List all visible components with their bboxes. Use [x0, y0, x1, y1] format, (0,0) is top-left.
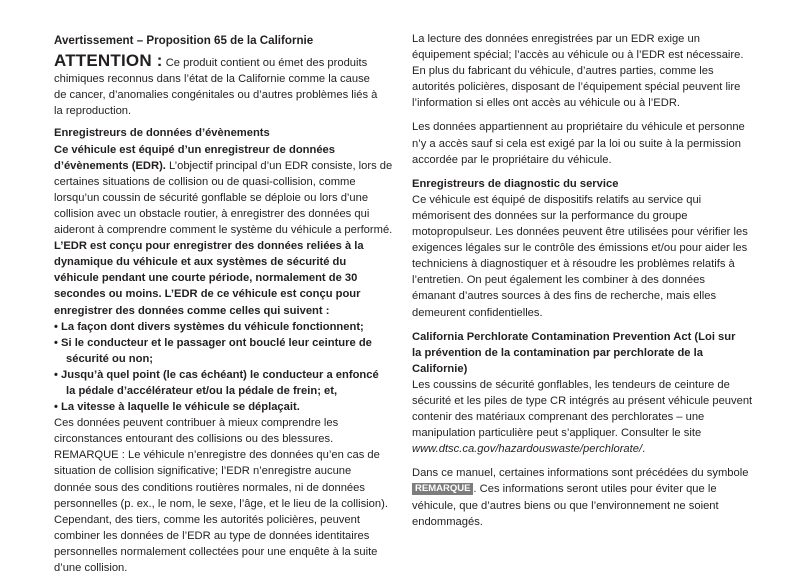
text-line: émanant d’autres sources à des fins de recherche, mais elles	[412, 290, 717, 303]
period: .	[642, 443, 646, 456]
text-line: sécurité et les piles de type CR intégrés au présent véhicule peuvent	[412, 394, 753, 407]
text-line: donnée sous des conditions routières normales, ni de données	[54, 481, 365, 494]
text-line: Les coussins de sécurité gonflables, les tendeurs de ceinture de	[412, 378, 730, 391]
bullet-item: • Jusqu’à quel point (le cas échéant) le conducteur a enfoncé	[54, 368, 379, 381]
remarque-text: . Ces informations seront utiles pour éviter que le	[473, 483, 717, 496]
text-line: aideront à comprendre comment le système du véhicule a performé.	[54, 224, 393, 237]
text-line: dynamique du véhicule et aux systèmes de sécurité du	[54, 256, 347, 269]
text-line: autorités policières, disposant de l’équipement spécial peuvent lire	[412, 81, 741, 94]
text-line: La lecture des données enregistrées par un EDR exige un	[412, 33, 700, 45]
text-line: Les données appartiennent au propriétaire du véhicule et personne	[412, 121, 745, 134]
edr-text: L’objectif principal d’un EDR consiste, lors de	[165, 159, 393, 172]
bullet-item: • Si le conducteur et le passager ont bouclé leur ceinture de	[54, 336, 372, 349]
text-line: REMARQUE : Le véhicule n’enregistre des données qu’en cas de	[54, 449, 380, 462]
text-line: Dans ce manuel, certaines informations sont précédées du symbole	[412, 467, 749, 480]
bullet-item: • La façon dont divers systèmes du véhicule fonctionnent;	[54, 320, 364, 333]
text-line: véhicule pendant une courte période, normalement de 30	[54, 272, 358, 285]
right-column	[412, 31, 757, 530]
edr-heading: Enregistreurs de données d’évènements	[54, 127, 270, 140]
text-line: Cependant, des tiers, comme les autorités policières, peuvent	[54, 513, 360, 526]
text-line: motopropulseur. Les données peuvent être utilisées pour vérifier les	[412, 226, 748, 239]
text-line: situation de collision significative; l’EDR n’enregistre aucune	[54, 465, 352, 478]
text-line: combiner les données de l’EDR au type de données identitaires	[54, 529, 370, 542]
bullet-item-cont: sécurité ou non;	[66, 352, 154, 365]
text-line: véhicule, que d’autres biens ou que l’environnement ne soient	[412, 499, 719, 512]
attention-text: Ce produit contient ou émet des produits	[162, 57, 368, 70]
attention-line	[54, 53, 399, 71]
bullet-item: • La vitesse à laquelle le véhicule se déplaçait.	[54, 401, 300, 414]
text-line: collision avec un obstacle routier, à enregistrer des données qui	[54, 207, 370, 220]
text-line: circonstances entourant des collisions ou des blessures.	[54, 433, 334, 446]
perchlorate-heading: Californie)	[412, 362, 468, 375]
attention-label: ATTENTION :	[54, 51, 163, 71]
text-line	[412, 441, 757, 457]
text-line: d’une collision.	[54, 562, 128, 574]
text-line: Ces données peuvent contribuer à mieux comprendre les	[54, 417, 339, 430]
text-line: endommagés.	[412, 515, 483, 528]
text-line: certaines situations de collision ou de quasi-collision, comme	[54, 175, 356, 188]
prop65-heading: Avertissement – Proposition 65 de la Californie	[54, 34, 314, 47]
text-line	[54, 158, 399, 174]
edr-bold: d’évènements (EDR).	[54, 159, 166, 172]
text-line: accordée par le propriétaire du véhicule.	[412, 153, 612, 166]
perchlorate-heading: California Perchlorate Contamination Prevention Act (Loi sur	[412, 330, 736, 343]
text-line: enregistrer des données comme celles qui suivent :	[54, 304, 330, 317]
text-line: personnelles normalement collectées pour une enquête à la suite	[54, 545, 378, 558]
text-line: l’entretien. On peut également les combiner à des données	[412, 274, 705, 287]
text-line: secondes ou moins. L’EDR de ce véhicule est conçu pour	[54, 288, 361, 301]
text-line: lorsqu’un coussin de sécurité gonflable se déploie ou lors d’une	[54, 191, 369, 204]
text-line: de cancer, d’anomalies congénitales ou d’autres problèmes liés à	[54, 89, 378, 102]
text-line: la reproduction.	[54, 105, 132, 118]
text-line: L’EDR est conçu pour enregistrer des données reliées à la	[54, 240, 364, 253]
diagnostic-heading: Enregistreurs de diagnostic du service	[412, 177, 619, 190]
text-line: chimiques reconnus dans l’état de la Californie comme la cause	[54, 73, 370, 86]
text-line: personnelles (p. ex., le nom, le sexe, l’âge, et le lieu de la collision).	[54, 497, 388, 510]
remarque-badge: REMARQUE	[412, 483, 473, 495]
text-line: mémorisent des données sur la performance du groupe	[412, 209, 688, 222]
text-line: demeurent confidentielles.	[412, 306, 543, 319]
text-line: n’y a accès sauf si cela est exigé par la loi ou suite à la permission	[412, 137, 741, 150]
text-line: équipement spécial; l’accès au véhicule ou à l’EDR est nécessaire.	[412, 49, 744, 62]
bullet-item-cont: la pédale d’accélérateur et/ou la pédale de frein; et,	[66, 384, 338, 397]
perchlorate-heading: la prévention de la contamination par perchlorate de la	[412, 346, 703, 359]
text-line: manipulation particulière peut s’appliquer. Consulter le site	[412, 427, 702, 440]
text-line: techniciens à diagnostiquer et à résoudre les problèmes relatifs à	[412, 258, 735, 271]
text-line: Ce véhicule est équipé d’un enregistreur de données	[54, 143, 336, 156]
left-column	[54, 33, 399, 576]
text-line: En plus du fabricant du véhicule, d’autres parties, comme les	[412, 65, 714, 78]
text-line: exigences légales sur le contrôle des émissions et/ou pour aider les	[412, 242, 748, 255]
text-line: contenir des matériaux comprenant des perchlorates – une	[412, 411, 705, 424]
text-line: l’information si elles ont accès au véhicule ou à l’EDR.	[412, 97, 681, 110]
text-line: Ce véhicule est équipé de dispositifs relatifs au service qui	[412, 193, 702, 206]
dtsc-url: www.dtsc.ca.gov/hazardouswaste/perchlorate/	[412, 443, 643, 456]
text-line	[412, 481, 757, 497]
